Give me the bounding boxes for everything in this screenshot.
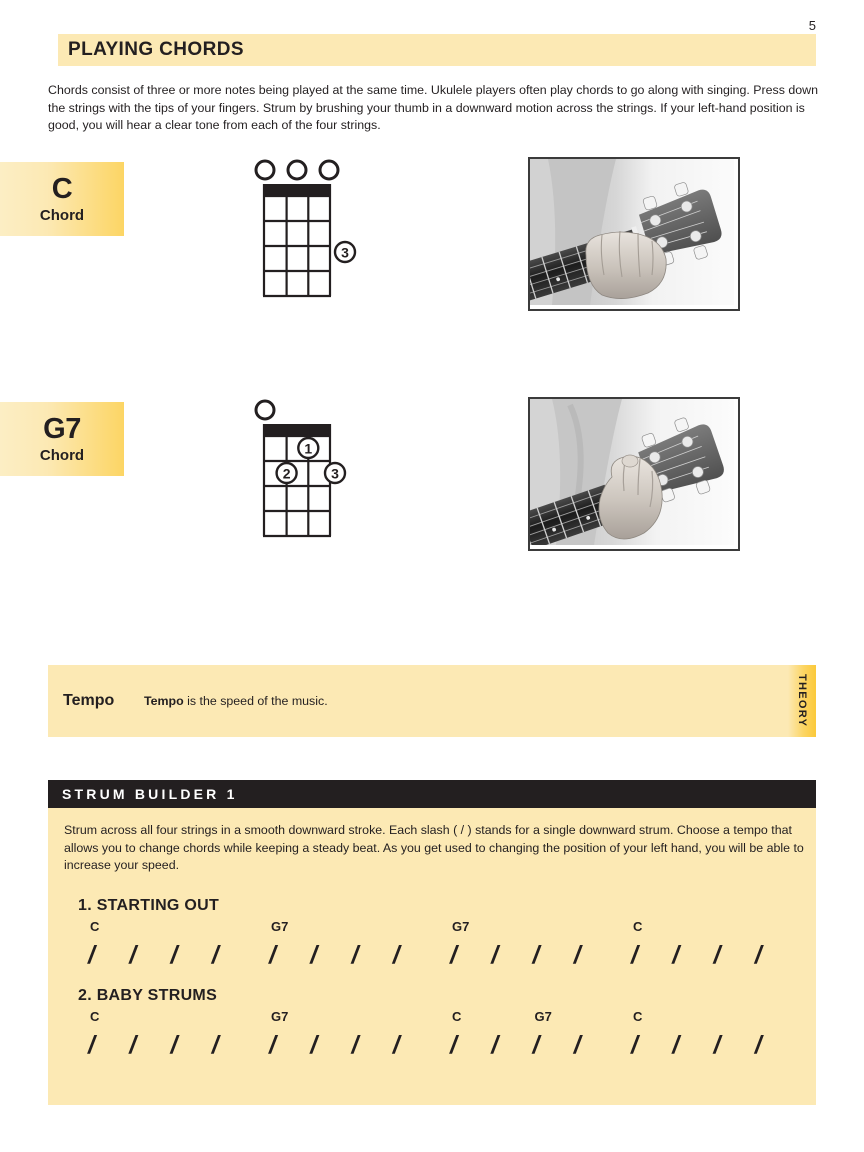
strum-slash: / bbox=[170, 940, 178, 969]
strum-slash: / bbox=[532, 1030, 540, 1059]
exercise-chord-label: G7 bbox=[534, 1008, 552, 1024]
chord-sub-label: Chord bbox=[39, 447, 85, 464]
exercise-chord-label: G7 bbox=[271, 918, 289, 934]
exercise-staff bbox=[88, 919, 804, 977]
exercise-chord-label: C bbox=[633, 1008, 643, 1024]
strum-slash: / bbox=[672, 940, 680, 969]
svg-text:2: 2 bbox=[282, 465, 291, 482]
chord-name-plate-c bbox=[0, 162, 124, 236]
open-string-markers-g7 bbox=[256, 401, 274, 419]
strum-slash: / bbox=[88, 940, 95, 969]
exercise-2 bbox=[64, 987, 800, 1067]
chord-name-label: C bbox=[51, 173, 73, 205]
page-number: 5 bbox=[808, 18, 816, 33]
strum-slash: / bbox=[211, 940, 219, 969]
finger-marker-2 bbox=[277, 463, 297, 483]
fret-lines bbox=[263, 436, 331, 536]
strum-slash: / bbox=[491, 940, 499, 969]
hand-shape bbox=[586, 231, 666, 299]
strum-slash: / bbox=[88, 1030, 95, 1059]
strum-slash: / bbox=[351, 1030, 359, 1059]
string-lines bbox=[264, 184, 330, 296]
svg-text:1: 1 bbox=[304, 440, 313, 457]
strum-slash: / bbox=[532, 940, 540, 969]
intro-paragraph: Chords consist of three or more notes being played at the same time. Ukulele players often play chords to go along with singing. Press down the strings with the tips of your fingers. Strum by brushing your thumb in a downward motion across the strings. If your left-hand position is good, you will hear a clear tone from each of the four strings. bbox=[48, 83, 819, 132]
theory-side-tab bbox=[788, 665, 816, 737]
svg-text:3: 3 bbox=[341, 244, 349, 261]
exercise-chord-label: C bbox=[90, 918, 100, 934]
exercise-1 bbox=[64, 897, 800, 977]
fret-lines bbox=[263, 196, 331, 296]
strum-slash: / bbox=[754, 1030, 762, 1059]
strum-slash: / bbox=[269, 1030, 276, 1059]
exercise-chord-label: C bbox=[90, 1008, 100, 1024]
chord-diagram-c bbox=[252, 152, 372, 332]
strum-slash: / bbox=[310, 940, 318, 969]
strum-slash: / bbox=[310, 1030, 318, 1059]
exercise-chord-label: C bbox=[633, 918, 643, 934]
chord-photo-g7 bbox=[528, 397, 740, 551]
strum-slash: / bbox=[491, 1030, 499, 1059]
exercise-title: 2. BABY STRUMS bbox=[78, 986, 218, 1004]
chord-sub-label: Chord bbox=[39, 207, 85, 224]
exercise-staff bbox=[88, 1009, 804, 1067]
strum-slash: / bbox=[211, 1030, 219, 1059]
exercise-title: 1. STARTING OUT bbox=[78, 896, 220, 914]
theory-definition-rest: is the speed of the music. bbox=[183, 694, 328, 708]
strum-slash: / bbox=[672, 1030, 680, 1059]
finger-marker-3 bbox=[325, 463, 345, 483]
strum-slash: / bbox=[392, 940, 400, 969]
chord-diagram-g7 bbox=[252, 392, 372, 572]
strum-slash: / bbox=[129, 940, 137, 969]
nut-bar bbox=[263, 424, 331, 436]
theory-term: Tempo bbox=[63, 692, 115, 709]
page-title: PLAYING CHORDS bbox=[68, 39, 244, 60]
strum-builder-title: STRUM BUILDER 1 bbox=[62, 786, 238, 802]
exercise-chord-label: G7 bbox=[452, 918, 470, 934]
strum-slash: / bbox=[713, 1030, 721, 1059]
exercise-chord-label: G7 bbox=[271, 1008, 289, 1024]
strum-slash: / bbox=[450, 940, 457, 969]
strum-slash: / bbox=[631, 940, 638, 969]
strum-builder-section bbox=[48, 780, 816, 1105]
strum-slash: / bbox=[269, 940, 276, 969]
nut-bar bbox=[263, 184, 331, 196]
svg-text:3: 3 bbox=[331, 465, 339, 482]
chord-name-plate-g7 bbox=[0, 402, 124, 476]
theory-tab-label: THEORY bbox=[796, 674, 808, 728]
open-string-markers-c bbox=[256, 161, 338, 179]
chord-photo-c bbox=[528, 157, 740, 311]
strum-slash: / bbox=[573, 1030, 581, 1059]
theory-box bbox=[48, 665, 816, 737]
theory-definition bbox=[144, 694, 328, 708]
strum-builder-body bbox=[48, 808, 816, 1105]
strum-slash: / bbox=[392, 1030, 400, 1059]
strum-slash: / bbox=[631, 1030, 638, 1059]
strum-slash: / bbox=[713, 940, 721, 969]
exercise-chord-label: C bbox=[452, 1008, 462, 1024]
strum-slash: / bbox=[129, 1030, 137, 1059]
strum-builder-header bbox=[48, 780, 816, 808]
finger-marker-3 bbox=[335, 242, 355, 262]
finger-marker-1 bbox=[298, 438, 318, 458]
strum-slash: / bbox=[754, 940, 762, 969]
strum-slash: / bbox=[351, 940, 359, 969]
theory-definition-term: Tempo bbox=[144, 694, 184, 708]
chord-name-label: G7 bbox=[43, 413, 81, 445]
string-lines bbox=[264, 424, 330, 536]
strum-slash: / bbox=[573, 940, 581, 969]
strum-slash: / bbox=[450, 1030, 457, 1059]
page-header-band bbox=[58, 34, 816, 66]
strum-builder-intro: Strum across all four strings in a smooth downward stroke. Each slash ( / ) stands for a single downward strum. Choose a tempo that allows you to change chords while keeping a steady beat. As you get used to changing the position of your left hand, you will be able to increase your speed. bbox=[64, 823, 804, 872]
strum-slash: / bbox=[170, 1030, 178, 1059]
